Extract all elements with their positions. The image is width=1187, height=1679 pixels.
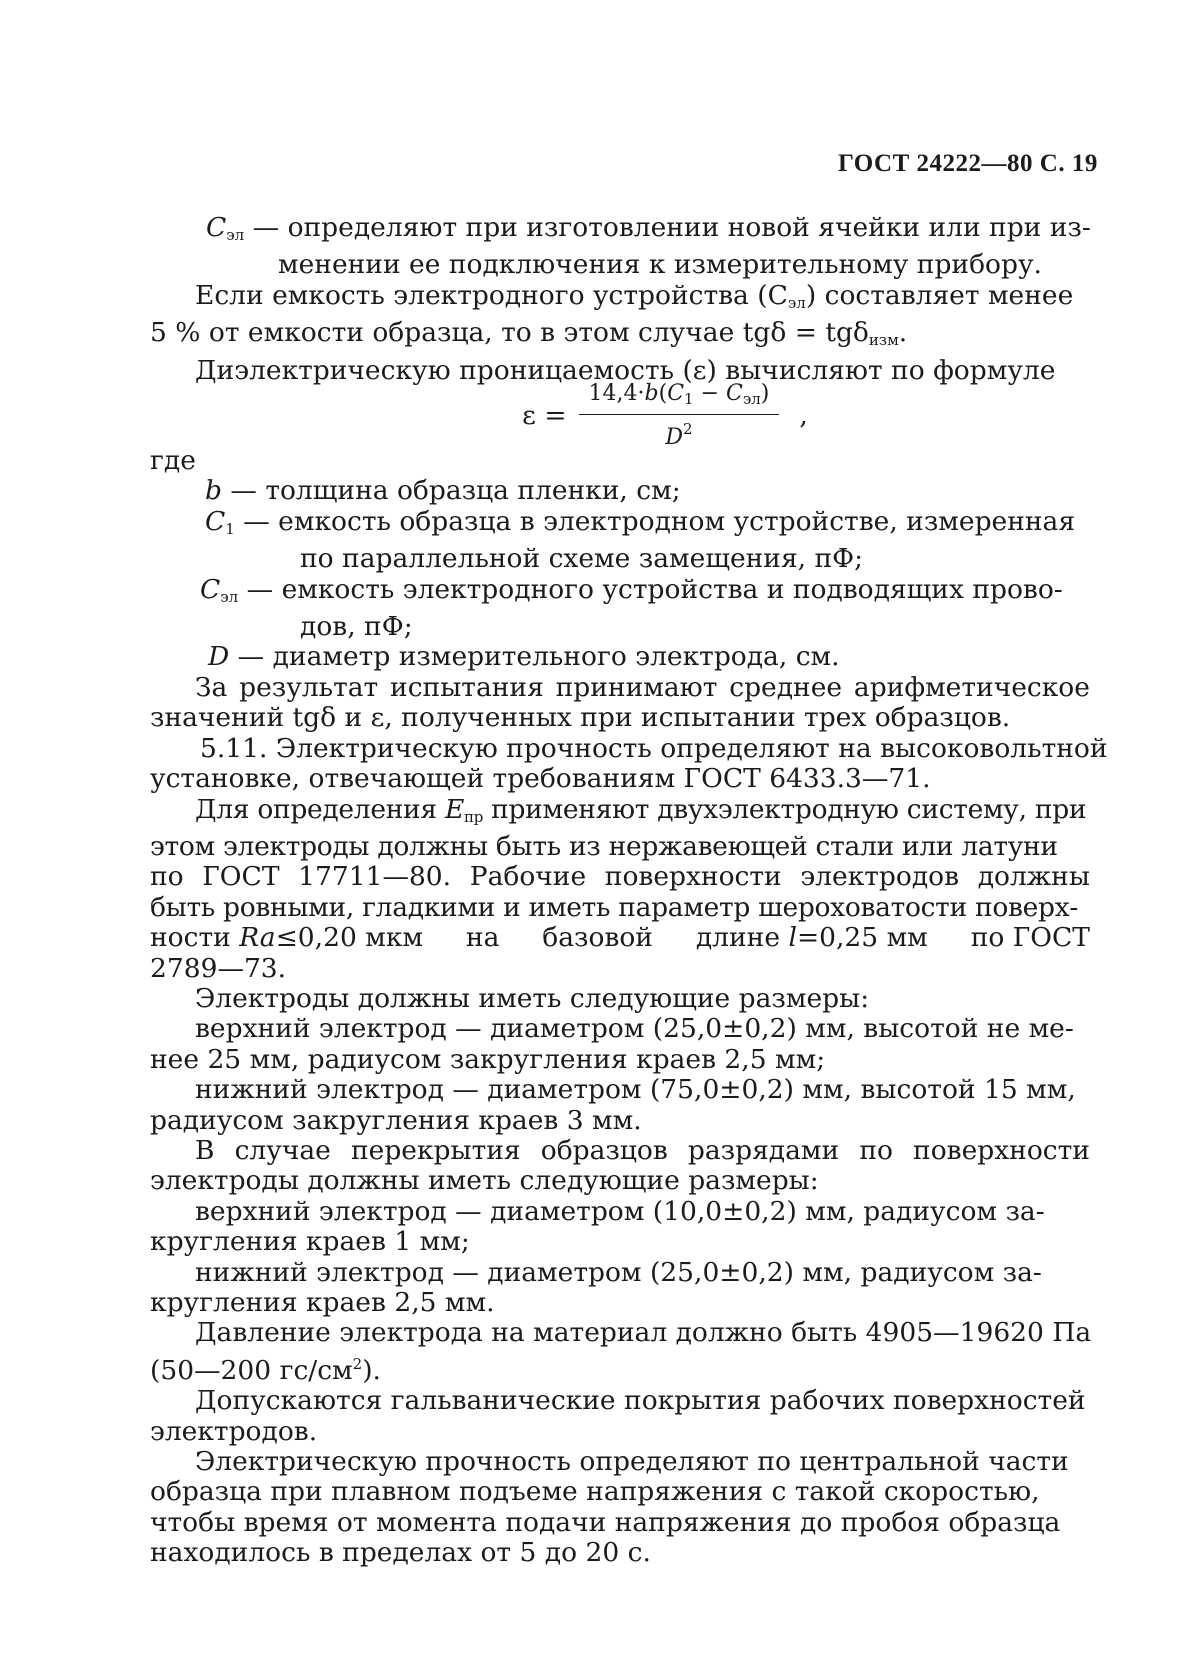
def-b: b — толщина образца пленки, см; [205,475,681,507]
upper-electrode-alt-line-2: кругления краев 1 мм; [150,1226,470,1258]
formula-comma: , [799,399,808,431]
paragraph-electrodes-line-1: Для определения $E_{пр}$ применяют двухэлектродную систему, при [195,793,1087,826]
formula-denominator: $D^2$ [665,420,693,451]
paragraph-electrodes-line-6: 2789—73. [150,952,287,984]
lower-electrode-line-2: радиусом закругления краев 3 мм. [150,1104,642,1136]
paragraph-overlap-line-1: В случае перекрытия образцов разрядами по поверхности [195,1134,1090,1166]
def-d: D — диаметр измерительного электрода, см. [208,641,840,673]
document-body [150,212,1108,1569]
cel-note-line-1: $C_{эл}$ — определяют при изготовлении новой ячейки или при из- [206,212,1091,244]
paragraph-electrodes-line-4: быть ровными, гладкими и иметь параметр шероховатости поверх- [150,891,1078,923]
paragraph-overlap-line-2: электроды должны иметь следующие размеры: [150,1165,819,1197]
paragraph-electrodes-line-2: этом электроды должны быть из нержавеющей стали или латуни [150,830,1058,862]
paragraph-capacitance-line-2: 5 % от емкости образца, то в этом случае tgδ = tgδ$_{изм}$. [150,317,908,350]
lower-electrode-alt-line-2: кругления краев 2,5 мм. [150,1287,495,1318]
def-cel-continued: дов, пФ; [300,611,413,643]
formula-numerator: $14,4\cdot b(C_1 - C_{эл})$ [579,381,780,415]
paragraph-strength-line-2: образца при плавном подъеме напряжения с такой скоростью, [150,1476,1040,1508]
def-c1: $C_1$ — емкость образца в электродном устройстве, измеренная [205,505,1076,538]
paragraph-coatings-line-2: электродов. [150,1415,318,1447]
paragraph-strength-line-3: чтобы время от момента подачи напряжения до пробоя образца [150,1506,1061,1538]
paragraph-permittivity: Диэлектрическую проницаемость (ε) вычисляют по формуле [195,354,1056,386]
cel-note-line-2: менении ее подключения к измерительному прибору. [278,249,1042,281]
where-label: где [150,445,196,477]
paragraph-result-line-2: значений tgδ и ε, полученных при испытании трех образцов. [150,702,1011,734]
lower-electrode-line-1: нижний электрод — диаметром (75,0±0,2) мм, высотой 15 мм, [195,1074,1076,1106]
paragraph-strength-line-4: находилось в пределах от 5 до 20 с. [150,1537,651,1569]
section-5-11-line-2: установке, отвечающей требованиям ГОСТ 6433.3—71. [150,763,931,795]
def-c1-continued: по параллельной схеме замещения, пФ; [300,543,864,575]
permittivity-formula [240,381,1090,451]
paragraph-electrodes-line-5: ности Ra≤0,20 мкм на базовой длине l=0,25 мм по ГОСТ [150,922,1090,954]
paragraph-capacitance-line-1: Если емкость электродного устройства $(C_{эл})$ составляет менее [195,279,1074,312]
page-header: ГОСТ 24222—80 С. 19 [838,150,1098,177]
paragraph-pressure-line-2: (50—200 $гс/см^2$). [150,1354,381,1386]
upper-electrode-line-2: нее 25 мм, радиусом закругления краев 2,5 мм; [150,1043,826,1075]
paragraph-result-line-1: За результат испытания принимают среднее арифметическое [195,671,1090,703]
paragraph-electrodes-line-3: по ГОСТ 17711—80. Рабочие поверхности электродов должны [150,861,1090,893]
upper-electrode-line-1: верхний электрод — диаметром (25,0±0,2) мм, высотой не ме- [195,1013,1074,1045]
lower-electrode-alt-line-1: нижний электрод — диаметром (25,0±0,2) мм, радиусом за- [195,1256,1042,1288]
formula-fraction [579,381,780,451]
def-cel: $C_{эл}$ — емкость электродного устройства и подводящих прово- [200,573,1063,606]
paragraph-coatings-line-1: Допускаются гальванические покрытия рабочих поверхностей [195,1385,1086,1417]
section-5-11-line-1: 5.11. Электрическую прочность определяют на высоковольтной [200,732,1108,764]
paragraph-pressure-line-1: Давление электрода на материал должно быть 4905—19620 Па [195,1317,1092,1349]
paragraph-strength-line-1: Электрическую прочность определяют по центральной части [195,1446,1069,1478]
formula-lhs: ε = [522,399,567,431]
upper-electrode-alt-line-1: верхний электрод — диаметром (10,0±0,2) мм, радиусом за- [195,1195,1045,1227]
paragraph-electrode-sizes: Электроды должны иметь следующие размеры: [195,982,870,1014]
